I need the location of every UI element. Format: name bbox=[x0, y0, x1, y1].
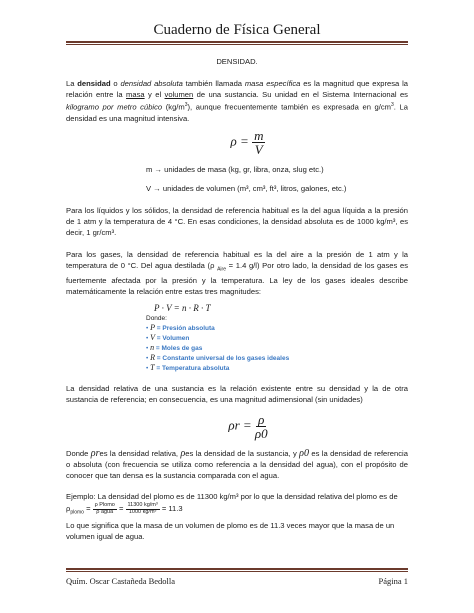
example-text: Ejemplo: La densidad del plomo es de 11300 kg/m³ por lo que la densidad relativa del plomo es de bbox=[66, 492, 398, 502]
mass-units: m → unidades de masa (kg, gr, libra, onza, slug etc.) bbox=[146, 164, 324, 174]
gas-definition-item: • n = Moles de gas bbox=[146, 343, 203, 353]
footer-rule-thin bbox=[66, 571, 408, 572]
relative-density-equation: ρr = $\frac{\rho}{\rho 0}$ bbox=[228, 412, 268, 442]
page-footer bbox=[66, 576, 408, 586]
paragraph-where: Donde ρres la densidad relativa, ρes la densidad de la sustancia, y ρ0 es la densidad de referencia o absoluta (con frecuencia se utiliza como referencia a la densidad del agua), con el propósito de conocer que tan densa es la sustancia comparada con el agua. bbox=[66, 448, 408, 481]
footer-author: Quím. Oscar Castañeda Bedolla bbox=[66, 576, 176, 586]
document-body bbox=[66, 56, 408, 542]
example-conclusion: Lo que significa que la masa de un volumen de plomo es de 11.3 veces mayor que la masa de un volumen igual de agua. bbox=[66, 520, 395, 541]
density-equation: ρ = $\frac{m}{V}$ bbox=[230, 127, 264, 157]
paragraph-relative-density: La densidad relativa de una sustancia es la relación existente entre su densidad y la de otra sustancia de referencia; en consecuencia, es una magnitud adimensional (sin unidades) bbox=[66, 384, 408, 405]
gas-definition-item: • P = Presión absoluta bbox=[146, 323, 215, 333]
gas-definition-item: • R = Constante universal de los gases ideales bbox=[146, 353, 290, 363]
gas-definition-item: • T = Temperatura absoluta bbox=[146, 363, 230, 373]
gas-definition-item: • V = Volumen bbox=[146, 333, 190, 343]
ideal-gas-box bbox=[146, 303, 408, 373]
bullet-icon: • bbox=[146, 365, 151, 373]
paragraph-definition: La densidad o densidad absoluta también llamada masa específica es la magnitud que expresa la relación entre la masa y el volumen de una sustancia. Su unidad en el Sistema Internacional es kilogramo por metro cúbico $(kg/m^3)$, aunque frecuentemente también es expresada en $g/cm^3$. La densidad es una magnitud intensiva. bbox=[66, 79, 408, 123]
example-calculation: $\rho_{plomo}$ = $\frac{\text{ρ Plomo}}{\text{ρ agua}}$ = $\frac{\text{11300 kg/m³}}{\text{1000 kg/m³}}$ = 11.3 bbox=[66, 502, 183, 516]
volume-units: V → unidades de volumen (m³, cm³, ft³, litros, galones, etc.) bbox=[146, 183, 347, 193]
gas-definitions-list bbox=[146, 323, 408, 373]
paragraph-liquids: Para los líquidos y los sólidos, la densidad de referencia habitual es la del agua líquida a la presión de 1 atm y la temperatura de 4 °C. En esas condiciones, la densidad absoluta es de 1000 kg/m³, es decir, 1 gr/cm³. bbox=[66, 205, 408, 237]
ideal-gas-equation: P · V = n · R · T bbox=[154, 303, 211, 314]
donde-label: Donde: bbox=[146, 315, 167, 323]
bullet-icon: • bbox=[146, 355, 151, 363]
section-title: DENSIDAD. bbox=[216, 57, 258, 66]
page-header-title: Cuaderno de Física General bbox=[66, 22, 408, 43]
bullet-icon: • bbox=[146, 345, 151, 353]
footer-rule bbox=[66, 568, 408, 570]
bullet-icon: • bbox=[146, 325, 151, 333]
bullet-icon: • bbox=[146, 335, 151, 343]
paragraph-gases: Para los gases, la densidad de referencia habitual es la del aire a la presión de 1 atm y la temperatura de 0 °C. Del agua destilada (ρ $_{Aire}$ = 1.4 g/l) Por otro lado, la densidad de los gases es fuertemente afectada por la presión y la temperatura. La ley de los gases ideales describe matemáticamente la relación entre estas tres magnitudes: bbox=[66, 249, 409, 297]
header-rule bbox=[66, 44, 408, 45]
footer-page-number: Página 1 bbox=[378, 576, 408, 586]
